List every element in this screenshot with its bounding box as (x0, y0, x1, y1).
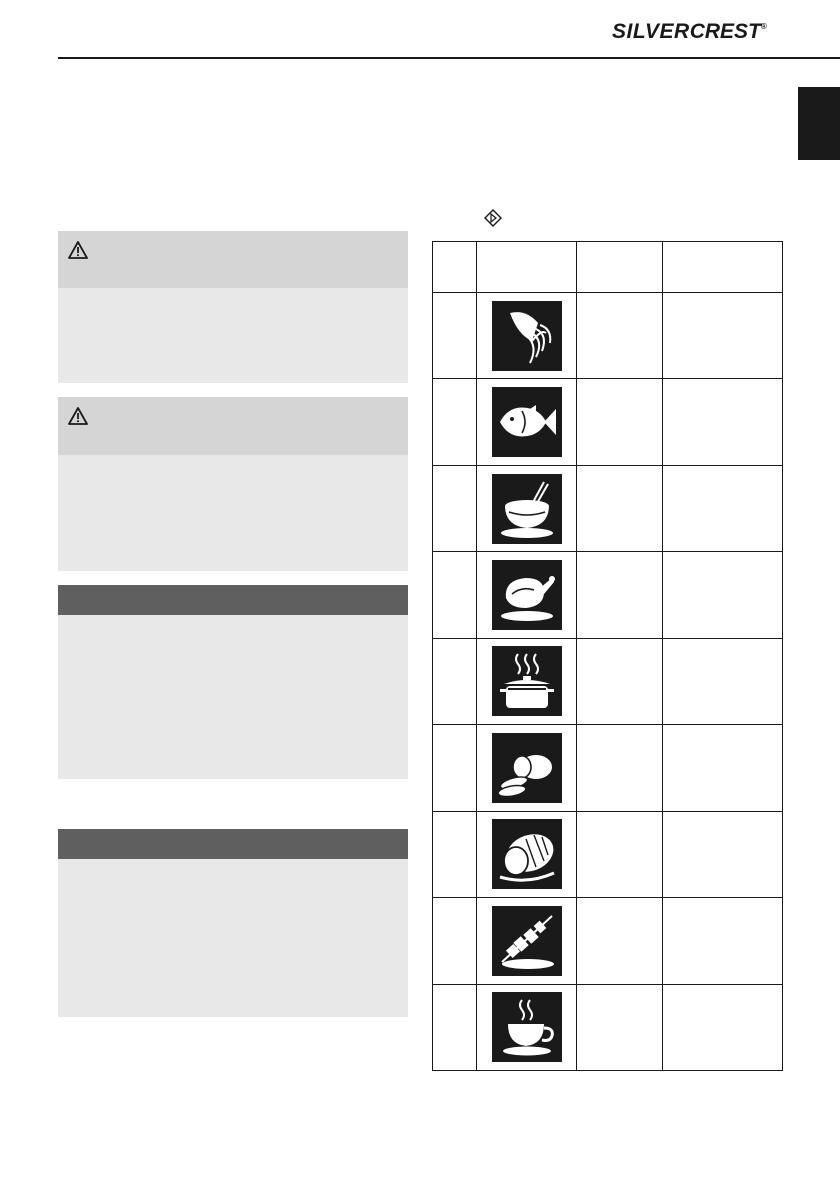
meat-roast-icon (492, 819, 562, 889)
table-row (433, 898, 783, 984)
potatoes-icon (492, 733, 562, 803)
row-notes (663, 898, 783, 984)
header-symbol (477, 242, 577, 293)
fish-icon (492, 387, 562, 457)
table-header-row (433, 242, 783, 293)
warning-box-1-body (58, 288, 408, 383)
row-weight (577, 293, 663, 379)
start-diamond-icon (484, 209, 502, 227)
table-row (433, 465, 783, 551)
row-weight (577, 984, 663, 1071)
row-notes (663, 811, 783, 897)
poultry-icon (492, 560, 562, 630)
table-row (433, 811, 783, 897)
header-rule (58, 57, 840, 59)
row-notes (663, 725, 783, 811)
note-box-2-header (58, 829, 408, 859)
note-box-1-header (58, 585, 408, 615)
row-number (433, 552, 477, 638)
row-number (433, 465, 477, 551)
row-number (433, 984, 477, 1071)
row-weight (577, 811, 663, 897)
table-row (433, 293, 783, 379)
row-notes (663, 552, 783, 638)
row-weight (577, 465, 663, 551)
program-table (432, 241, 783, 1071)
stew-pot-icon (492, 646, 562, 716)
row-notes (663, 379, 783, 465)
row-notes (663, 465, 783, 551)
row-number (433, 811, 477, 897)
table-row (433, 552, 783, 638)
header-number (433, 242, 477, 293)
language-tab (798, 87, 840, 160)
table-row (433, 984, 783, 1071)
warning-triangle-icon (68, 407, 88, 425)
vegetables-icon (492, 301, 562, 371)
table-row (433, 379, 783, 465)
header-weight (577, 242, 663, 293)
brand-logo: SILVERCREST® (612, 20, 768, 43)
beverage-cup-icon (492, 992, 562, 1062)
row-notes (663, 293, 783, 379)
row-number (433, 725, 477, 811)
table-row (433, 725, 783, 811)
row-notes (663, 984, 783, 1071)
row-notes (663, 638, 783, 724)
note-box-2-body (58, 859, 408, 1017)
header-notes (663, 242, 783, 293)
row-number (433, 293, 477, 379)
skewer-icon (492, 906, 562, 976)
row-weight (577, 898, 663, 984)
warning-box-1-header (58, 231, 408, 288)
warning-box-2-body (58, 455, 408, 571)
row-number (433, 379, 477, 465)
row-weight (577, 725, 663, 811)
row-weight (577, 379, 663, 465)
row-number (433, 638, 477, 724)
table-row (433, 638, 783, 724)
rice-bowl-icon (492, 474, 562, 544)
row-weight (577, 552, 663, 638)
warning-box-2-header (58, 397, 408, 455)
warning-triangle-icon (68, 241, 88, 259)
row-number (433, 898, 477, 984)
note-box-1-body (58, 615, 408, 779)
row-weight (577, 638, 663, 724)
